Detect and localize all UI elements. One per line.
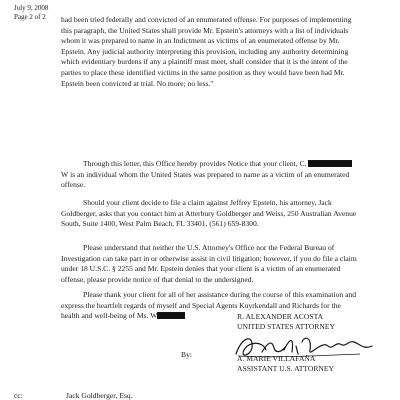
notice-text-before: Through this letter, this Office hereby provides Notice that your client, C. bbox=[83, 159, 307, 168]
redaction-box bbox=[157, 312, 185, 319]
thanks-text: Please thank your client for all of her assistance during the course of this examination and express the heartfelt regards of myself and Special Agents Kuyrkendall and Richards for the health and well-being of Ms. W bbox=[61, 290, 357, 321]
signer-title-acosta: UNITED STATES ATTORNEY bbox=[237, 322, 335, 332]
cc-recipient: Jack Goldberger, Esq. bbox=[66, 391, 133, 400]
contact-paragraph bbox=[61, 198, 361, 230]
signer-title-villafana: ASSISTANT U.S. ATTORNEY bbox=[237, 364, 335, 374]
cc-label: cc: bbox=[14, 391, 23, 400]
by-label: By: bbox=[181, 350, 192, 359]
civil-litigation-text: Please understand that neither the U.S. Attorney's Office nor the Federal Bureau of Investigation can take part in or otherwise assist in civil litigation; however, if you do file a claim under 18 U.S.C. § 2255 and Mr. Epstein denies that your client is a victim of an enumerated offense, please provide notice of that denial to the undersigned. bbox=[61, 243, 357, 284]
header-page-number: Page 2 of 2 bbox=[14, 12, 46, 21]
redaction-box bbox=[308, 160, 352, 167]
signer-name-acosta: R. ALEXANDER ACOSTA bbox=[237, 312, 324, 321]
cc-line bbox=[14, 391, 133, 400]
contact-text: Should your client decide to file a claim against Jeffrey Epstein, his attorney, Jack Goldberger, asks that you contact him at Atterbury Goldberger and Weiss, 250 Australian Avenue South, Suite 1400, West Palm Beach, FL 33401, (561) 659-8300. bbox=[61, 198, 357, 229]
notice-redacted-initial: W bbox=[61, 169, 69, 179]
letter-header bbox=[14, 0, 48, 21]
signoff-primary bbox=[237, 312, 335, 332]
quoted-paragraph: had been tried federally and convicted of an enumerated offense. For purposes of implementing this paragraph, the United States shall provide Mr. Epstein's attorneys with a list of individuals whom it was prepared to name in an Indictment as victims of an enumerated offense by Mr. Epstein. Any judicial authority interpreting this provision, including any authority determining which evidentiary burdens if any a plaintiff must meet, shall consider that it is the intent of the parties to place these identified victims in the same position as they would have been had Mr. Epstein been convicted at trial. No more; no less." bbox=[61, 15, 352, 88]
notice-text-after: is an individual whom the United States was prepared to name as a victim of an enumerated offense. bbox=[61, 169, 350, 190]
signoff-secondary bbox=[237, 354, 334, 374]
notice-paragraph bbox=[61, 159, 361, 191]
header-date: July 9, 2008 bbox=[14, 4, 49, 12]
civil-litigation-paragraph bbox=[61, 243, 361, 285]
signer-name-villafana: A. MARIE VILLAFAÑA bbox=[237, 354, 316, 363]
